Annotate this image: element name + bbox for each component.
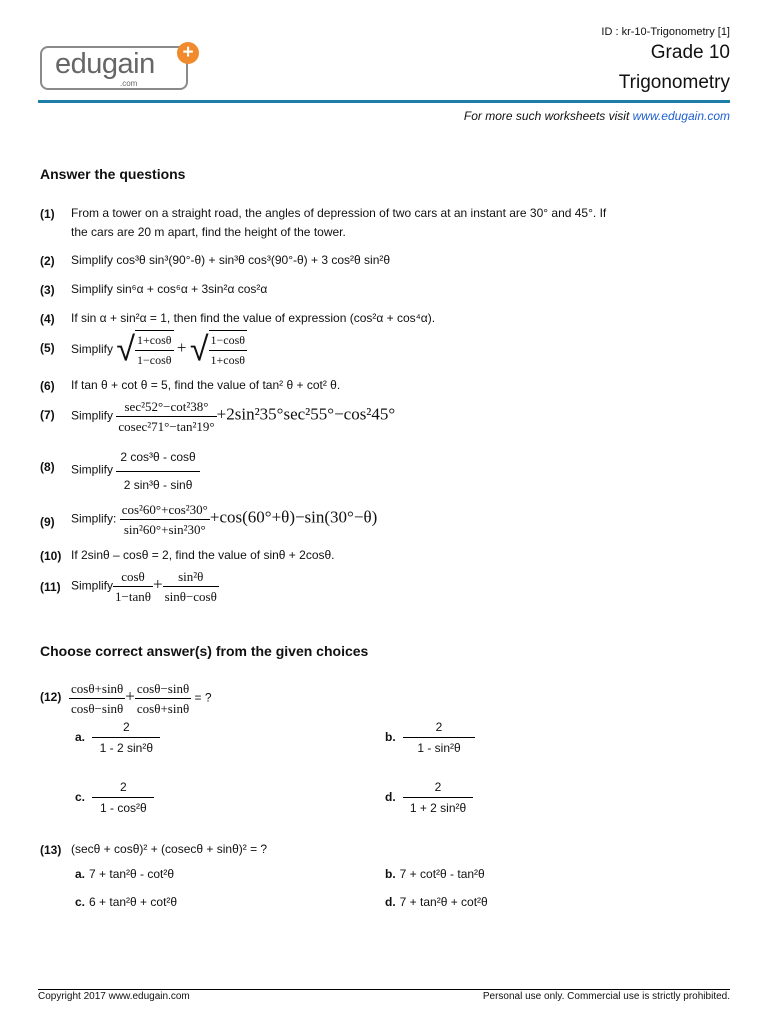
question-number: (7) bbox=[40, 408, 55, 422]
frac-denominator: 1−tanθ bbox=[115, 589, 151, 604]
frac-denominator: 1−cosθ bbox=[137, 353, 172, 367]
frac-numerator: sec²52°−cot²38° bbox=[116, 397, 216, 417]
fraction bbox=[163, 567, 219, 606]
edugain-link[interactable]: www.edugain.com bbox=[632, 109, 730, 123]
frac-numerator: 2 bbox=[403, 777, 473, 798]
question-9-prefix: Simplify: bbox=[71, 511, 117, 526]
question-5-expression bbox=[71, 330, 247, 370]
question-11-expression bbox=[71, 567, 219, 606]
option-12c[interactable] bbox=[75, 777, 154, 818]
sqrt-term-2 bbox=[190, 330, 247, 370]
copyright-text: Copyright 2017 www.edugain.com bbox=[38, 991, 190, 1002]
question-10-text: If 2sinθ – cosθ = 2, find the value of sinθ + 2cosθ. bbox=[71, 548, 335, 562]
question-3-text: Simplify sin⁶α + cos⁶α + 3sin²α cos²α bbox=[71, 282, 268, 296]
option-text: 6 + tan²θ + cot²θ bbox=[89, 895, 178, 909]
option-label: d. bbox=[385, 789, 396, 804]
plus-sign: + bbox=[152, 574, 163, 594]
option-13b[interactable] bbox=[385, 867, 485, 881]
frac-denominator: sin²60°+sin²30° bbox=[123, 522, 206, 537]
frac-denominator: 1 - 2 sin²θ bbox=[99, 741, 154, 755]
option-label: a. bbox=[75, 867, 86, 881]
frac-numerator: cosθ+sinθ bbox=[69, 679, 125, 699]
option-text: 7 + tan²θ + cot²θ bbox=[399, 895, 488, 909]
logo-suffix: .com bbox=[120, 79, 138, 88]
option-13d[interactable] bbox=[385, 895, 488, 909]
question-11-prefix: Simplify bbox=[71, 578, 114, 593]
frac-numerator: 2 bbox=[92, 717, 160, 738]
fraction bbox=[135, 679, 191, 718]
question-number: (11) bbox=[40, 580, 61, 594]
option-label: d. bbox=[385, 895, 396, 909]
option-12d[interactable] bbox=[385, 777, 473, 818]
question-5-prefix: Simplify bbox=[71, 342, 114, 357]
question-number: (2) bbox=[40, 254, 55, 268]
question-8-expression bbox=[71, 446, 200, 495]
question-8-prefix: Simplify bbox=[71, 462, 114, 477]
frac-numerator: cosθ bbox=[113, 567, 153, 587]
frac-denominator: cosec²71°−tan²19° bbox=[118, 419, 215, 434]
frac-numerator: 1−cosθ bbox=[209, 331, 248, 351]
usage-notice: Personal use only. Commercial use is strictly prohibited. bbox=[482, 991, 730, 1002]
option-label: b. bbox=[385, 867, 396, 881]
plus-sign: + bbox=[125, 686, 135, 706]
section-title-choices: Choose correct answer(s) from the given choices bbox=[40, 643, 369, 659]
question-1-line2: the cars are 20 m apart, find the height of the tower. bbox=[71, 225, 346, 239]
option-label: c. bbox=[75, 789, 86, 804]
option-12a[interactable] bbox=[75, 717, 160, 758]
frac-numerator: 1+cosθ bbox=[135, 331, 174, 351]
question-number: (6) bbox=[40, 379, 55, 393]
question-12-expression bbox=[69, 679, 212, 718]
option-text: 7 + tan²θ - cot²θ bbox=[89, 867, 175, 881]
option-fraction bbox=[403, 717, 475, 758]
question-1-text bbox=[71, 204, 606, 242]
frac-numerator: 2 bbox=[403, 717, 475, 738]
plus-icon: + bbox=[177, 42, 199, 64]
frac-denominator: 1 - sin²θ bbox=[417, 741, 461, 755]
question-7-expression bbox=[71, 397, 395, 436]
option-text: 7 + cot²θ - tan²θ bbox=[399, 867, 485, 881]
option-label: a. bbox=[75, 729, 86, 744]
fraction bbox=[69, 679, 125, 718]
question-2-text: Simplify cos³θ sin³(90°-θ) + sin³θ cos³(90°-θ) + 3 cos²θ sin²θ bbox=[71, 253, 391, 267]
question-9-tail: +cos(60°+θ)−sin(30°−θ) bbox=[209, 507, 378, 527]
question-1-line1: From a tower on a straight road, the angles of depression of two cars at an instant are 30° and 45°. If bbox=[71, 206, 607, 220]
option-fraction bbox=[92, 777, 154, 818]
radical-icon: √ bbox=[116, 329, 136, 370]
question-number: (9) bbox=[40, 515, 55, 529]
option-13a[interactable] bbox=[75, 867, 174, 881]
section-title-answer: Answer the questions bbox=[40, 166, 186, 182]
question-4-text: If sin α + sin²α = 1, then find the value of expression (cos²α + cos⁴α). bbox=[71, 311, 436, 325]
frac-numerator: cos²60°+cos²30° bbox=[120, 500, 210, 520]
option-13c[interactable] bbox=[75, 895, 177, 909]
frac-numerator: 2 cos³θ - cosθ bbox=[116, 446, 199, 472]
frac-numerator: cosθ−sinθ bbox=[135, 679, 191, 699]
question-number: (13) bbox=[40, 843, 62, 857]
frac-denominator: 1 + 2 sin²θ bbox=[409, 801, 467, 815]
question-number: (4) bbox=[40, 312, 55, 326]
radical-icon: √ bbox=[189, 329, 209, 370]
question-number: (8) bbox=[40, 460, 55, 474]
option-12b[interactable] bbox=[385, 717, 475, 758]
more-worksheets-note bbox=[464, 109, 730, 123]
worksheet-id: ID : kr-10-Trigonometry [1] bbox=[601, 26, 730, 38]
question-number: (3) bbox=[40, 283, 55, 297]
fraction bbox=[116, 397, 216, 436]
plus-sign: + bbox=[176, 338, 187, 358]
question-7-prefix: Simplify bbox=[71, 408, 114, 423]
question-6-text: If tan θ + cot θ = 5, find the value of tan² θ + cot² θ. bbox=[71, 378, 341, 392]
frac-numerator: sin²θ bbox=[163, 567, 219, 587]
frac-denominator: 1 - cos²θ bbox=[100, 801, 147, 815]
option-fraction bbox=[403, 777, 473, 818]
question-12-suffix: = ? bbox=[194, 690, 212, 705]
question-number: (5) bbox=[40, 341, 55, 355]
frac-denominator: cosθ−sinθ bbox=[71, 701, 124, 716]
question-number: (12) bbox=[40, 690, 62, 704]
frac-denominator: sinθ−cosθ bbox=[164, 589, 217, 604]
frac-denominator: cosθ+sinθ bbox=[136, 701, 190, 716]
question-7-tail: +2sin²35°sec²55°−cos²45° bbox=[216, 404, 396, 424]
grade-title: Grade 10 bbox=[650, 42, 730, 63]
sqrt-term-1 bbox=[116, 330, 173, 370]
fraction bbox=[113, 567, 153, 606]
question-9-expression bbox=[71, 500, 377, 539]
option-fraction bbox=[92, 717, 160, 758]
question-number: (10) bbox=[40, 549, 62, 563]
subject-title: Trigonometry bbox=[618, 72, 730, 93]
frac-denominator: 1+cosθ bbox=[210, 353, 246, 367]
question-13-text: (secθ + cosθ)² + (cosecθ + sinθ)² = ? bbox=[71, 842, 268, 856]
logo-text: edugain bbox=[55, 48, 155, 80]
question-number: (1) bbox=[40, 207, 55, 221]
option-label: c. bbox=[75, 895, 86, 909]
frac-numerator: 2 bbox=[92, 777, 154, 798]
more-prefix: For more such worksheets visit bbox=[463, 109, 633, 123]
fraction bbox=[120, 500, 210, 539]
fraction bbox=[116, 446, 199, 495]
option-label: b. bbox=[385, 729, 396, 744]
footer-divider bbox=[38, 989, 730, 990]
header-divider bbox=[38, 100, 730, 103]
frac-denominator: 2 sin³θ - sinθ bbox=[123, 478, 193, 492]
